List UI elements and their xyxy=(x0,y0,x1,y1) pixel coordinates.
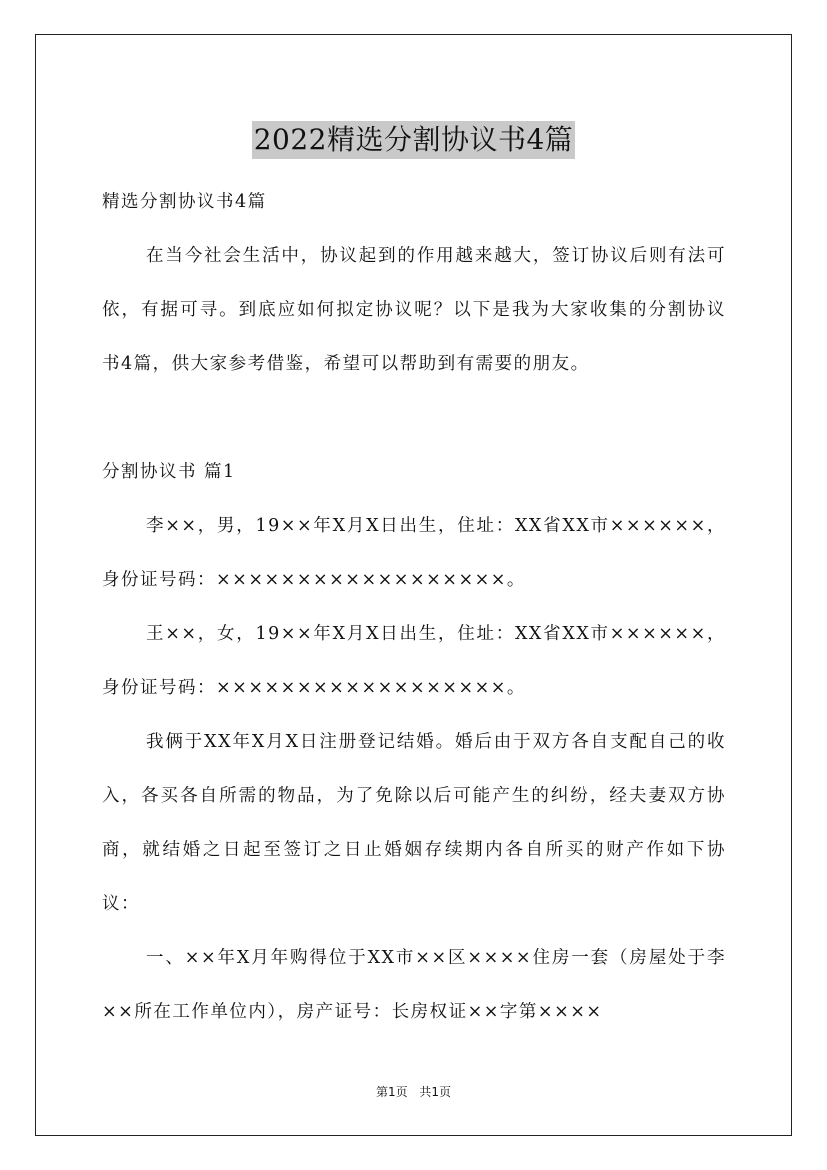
page-footer xyxy=(0,1083,827,1101)
party-wang-paragraph: 王××，女，19××年X月X日出生，住址：XX省XX市××××××，身份证号码：××××××××××××××××××。 xyxy=(102,624,726,698)
clause-one-paragraph: 一、××年X月年购得位于XX市××区××××住房一套（房屋处于李××所在工作单位内），房产证号：长房权证××字第×××× xyxy=(102,948,726,1022)
document-body xyxy=(102,175,726,1039)
title-block xyxy=(0,102,827,178)
document-subtitle: 精选分割协议书4篇 xyxy=(102,192,267,212)
page-number: 第1页 xyxy=(375,1085,408,1099)
section-gap xyxy=(102,391,726,445)
marriage-agreement-paragraph: 我俩于XX年X月X日注册登记结婚。婚后由于双方各自支配自己的收入，各买各自所需的物品，为了免除以后可能产生的纠纷，经夫妻双方协商，就结婚之日起至签订之日止婚姻存续期内各自所买的财产作如下协议： xyxy=(102,732,726,914)
party-li-paragraph: 李××，男，19××年X月X日出生，住址：XX省XX市××××××，身份证号码：××××××××××××××××××。 xyxy=(102,516,726,590)
page-total: 共1页 xyxy=(419,1085,452,1099)
document-title: 2022精选分割协议书4篇 xyxy=(252,121,576,159)
section-heading: 分割协议书 篇1 xyxy=(102,462,236,482)
intro-paragraph: 在当今社会生活中，协议起到的作用越来越大，签订协议后则有法可依，有据可寻。到底应如何拟定协议呢？以下是我为大家收集的分割协议书4篇，供大家参考借鉴，希望可以帮助到有需要的朋友。 xyxy=(102,246,726,374)
